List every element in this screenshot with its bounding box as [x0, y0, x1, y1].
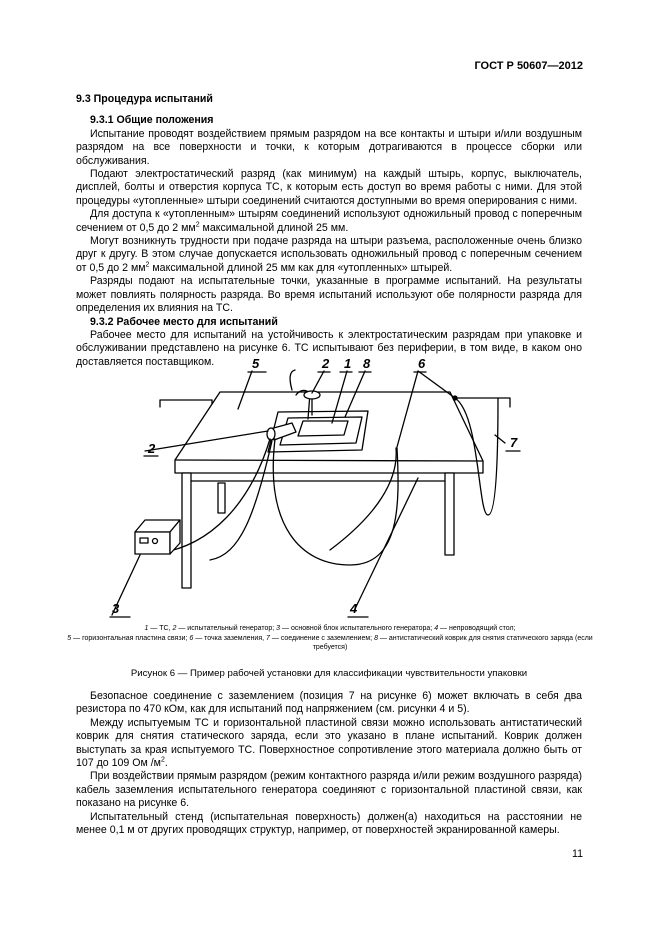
- label-8: 8: [363, 356, 371, 371]
- label-1: 1: [344, 356, 352, 371]
- page-number: 11: [572, 848, 583, 860]
- label-7: 7: [510, 435, 518, 450]
- test-setup-figure: [100, 355, 530, 620]
- paragraph-4: Могут возникнуть трудности при подаче разряда на штыри разъема, расположенные очень близко друг к другу. В этом случае допускается использовать одножильный провод с поперечным сечением от 0,5 до 2 $мм^2$ максимальной длиной 25 мм как для «утопленных» штырей.: [76, 235, 582, 274]
- section-title: 9.3 Процедура испытаний: [76, 93, 213, 105]
- paragraph-3: Для доступа к «утопленным» штырям соединений используют одножильный провод с поперечным сечением от 0,5 до 2 $мм^2$ максимальной длиной 25 мм.: [76, 208, 582, 234]
- paragraph-2: Подают электростатический разряд (как минимум) на каждый штырь, корпус, выключатель, дисплей, болты и отверстия корпуса ТС, к которым есть доступ во время работы с ними. Для этой процедуры «утопленные» штыри соединений считаются доступными во время оперирования с ними.: [76, 168, 582, 207]
- label-2-side: 2: [148, 441, 156, 456]
- paragraph-1: Испытание проводят воздействием прямым разрядом на все контакты и штыри и/или воздушным разрядом на все поверхности и точки, к которым дотрагиваются в процессе сборки или обслуживания.: [76, 127, 582, 167]
- label-3: 3: [112, 601, 120, 616]
- section-body: [76, 93, 582, 369]
- after-figure-body: [76, 690, 582, 837]
- paragraph-9: При воздействии прямым разрядом (режим контактного разряда и/или режим воздушного разряда) кабель заземления испытательного генератора соединяют с горизонтальной пластиной связи, как показано на рисунке 6.: [76, 770, 582, 810]
- figure-caption: Рисунок 6 — Пример рабочей установки для классификации чувствительности упаковки: [130, 668, 528, 679]
- label-2-top: 2: [322, 356, 330, 371]
- paragraph-7: Безопасное соединение с заземлением (позиция 7 на рисунке 6) может включать в себя два резистора по 470 кОм, как для испытаний под напряжением (см. рисунки 4 и 5).: [76, 690, 582, 716]
- label-4: 4: [350, 601, 358, 616]
- paragraph-6: Рабочее место для испытаний на устойчивость к электростатическим разрядам при упаковке и обслуживании представлено на рисунке 6. ТС испытывают без периферии, в том виде, в каком оно доставляется поставщиком.: [76, 328, 582, 368]
- standard-header: ГОСТ Р 50607—2012: [474, 60, 583, 72]
- paragraph-8: Между испытуемым ТС и горизонтальной пластиной связи можно использовать антистатический коврик для снятия статического заряда, если это указано в плане испытаний. Коврик должен выступать за края испытуемого ТС. Поверхностное сопротивление этого материала должно быть от 107 до 109 Ом $/м^2$.: [76, 716, 582, 770]
- subsection-workplace-title: 9.3.2 Рабочее место для испытаний: [90, 315, 278, 328]
- figure-legend: 1 — ТС, 2 — испытательный генератор; 3 — основной блок испытательного генератора; 4 — непроводящий стол; 5 — горизонтальная пластина связи; 6 — точка заземления, 7 — соединение с заземлением; 8 — антистатический коврик для снятия статического заряда (если требуется): [67, 625, 593, 652]
- paragraph-10: Испытательный стенд (испытательная поверхность) должен(а) находиться на расстоянии не менее 0,1 м от других проводящих структур, например, от поверхностей экранированной камеры.: [76, 810, 582, 837]
- equipment-under-test: [298, 421, 348, 436]
- paragraph-5: Разряды подают на испытательные точки, указанные в программе испытаний. На результаты может повлиять полярность разряда. Во время испытаний используют обе полярности разряда для определения их влияния на ТС.: [76, 275, 582, 315]
- label-5: 5: [252, 356, 260, 371]
- label-6: 6: [418, 356, 426, 371]
- subsection-general-title: 9.3.1 Общие положения: [90, 114, 214, 127]
